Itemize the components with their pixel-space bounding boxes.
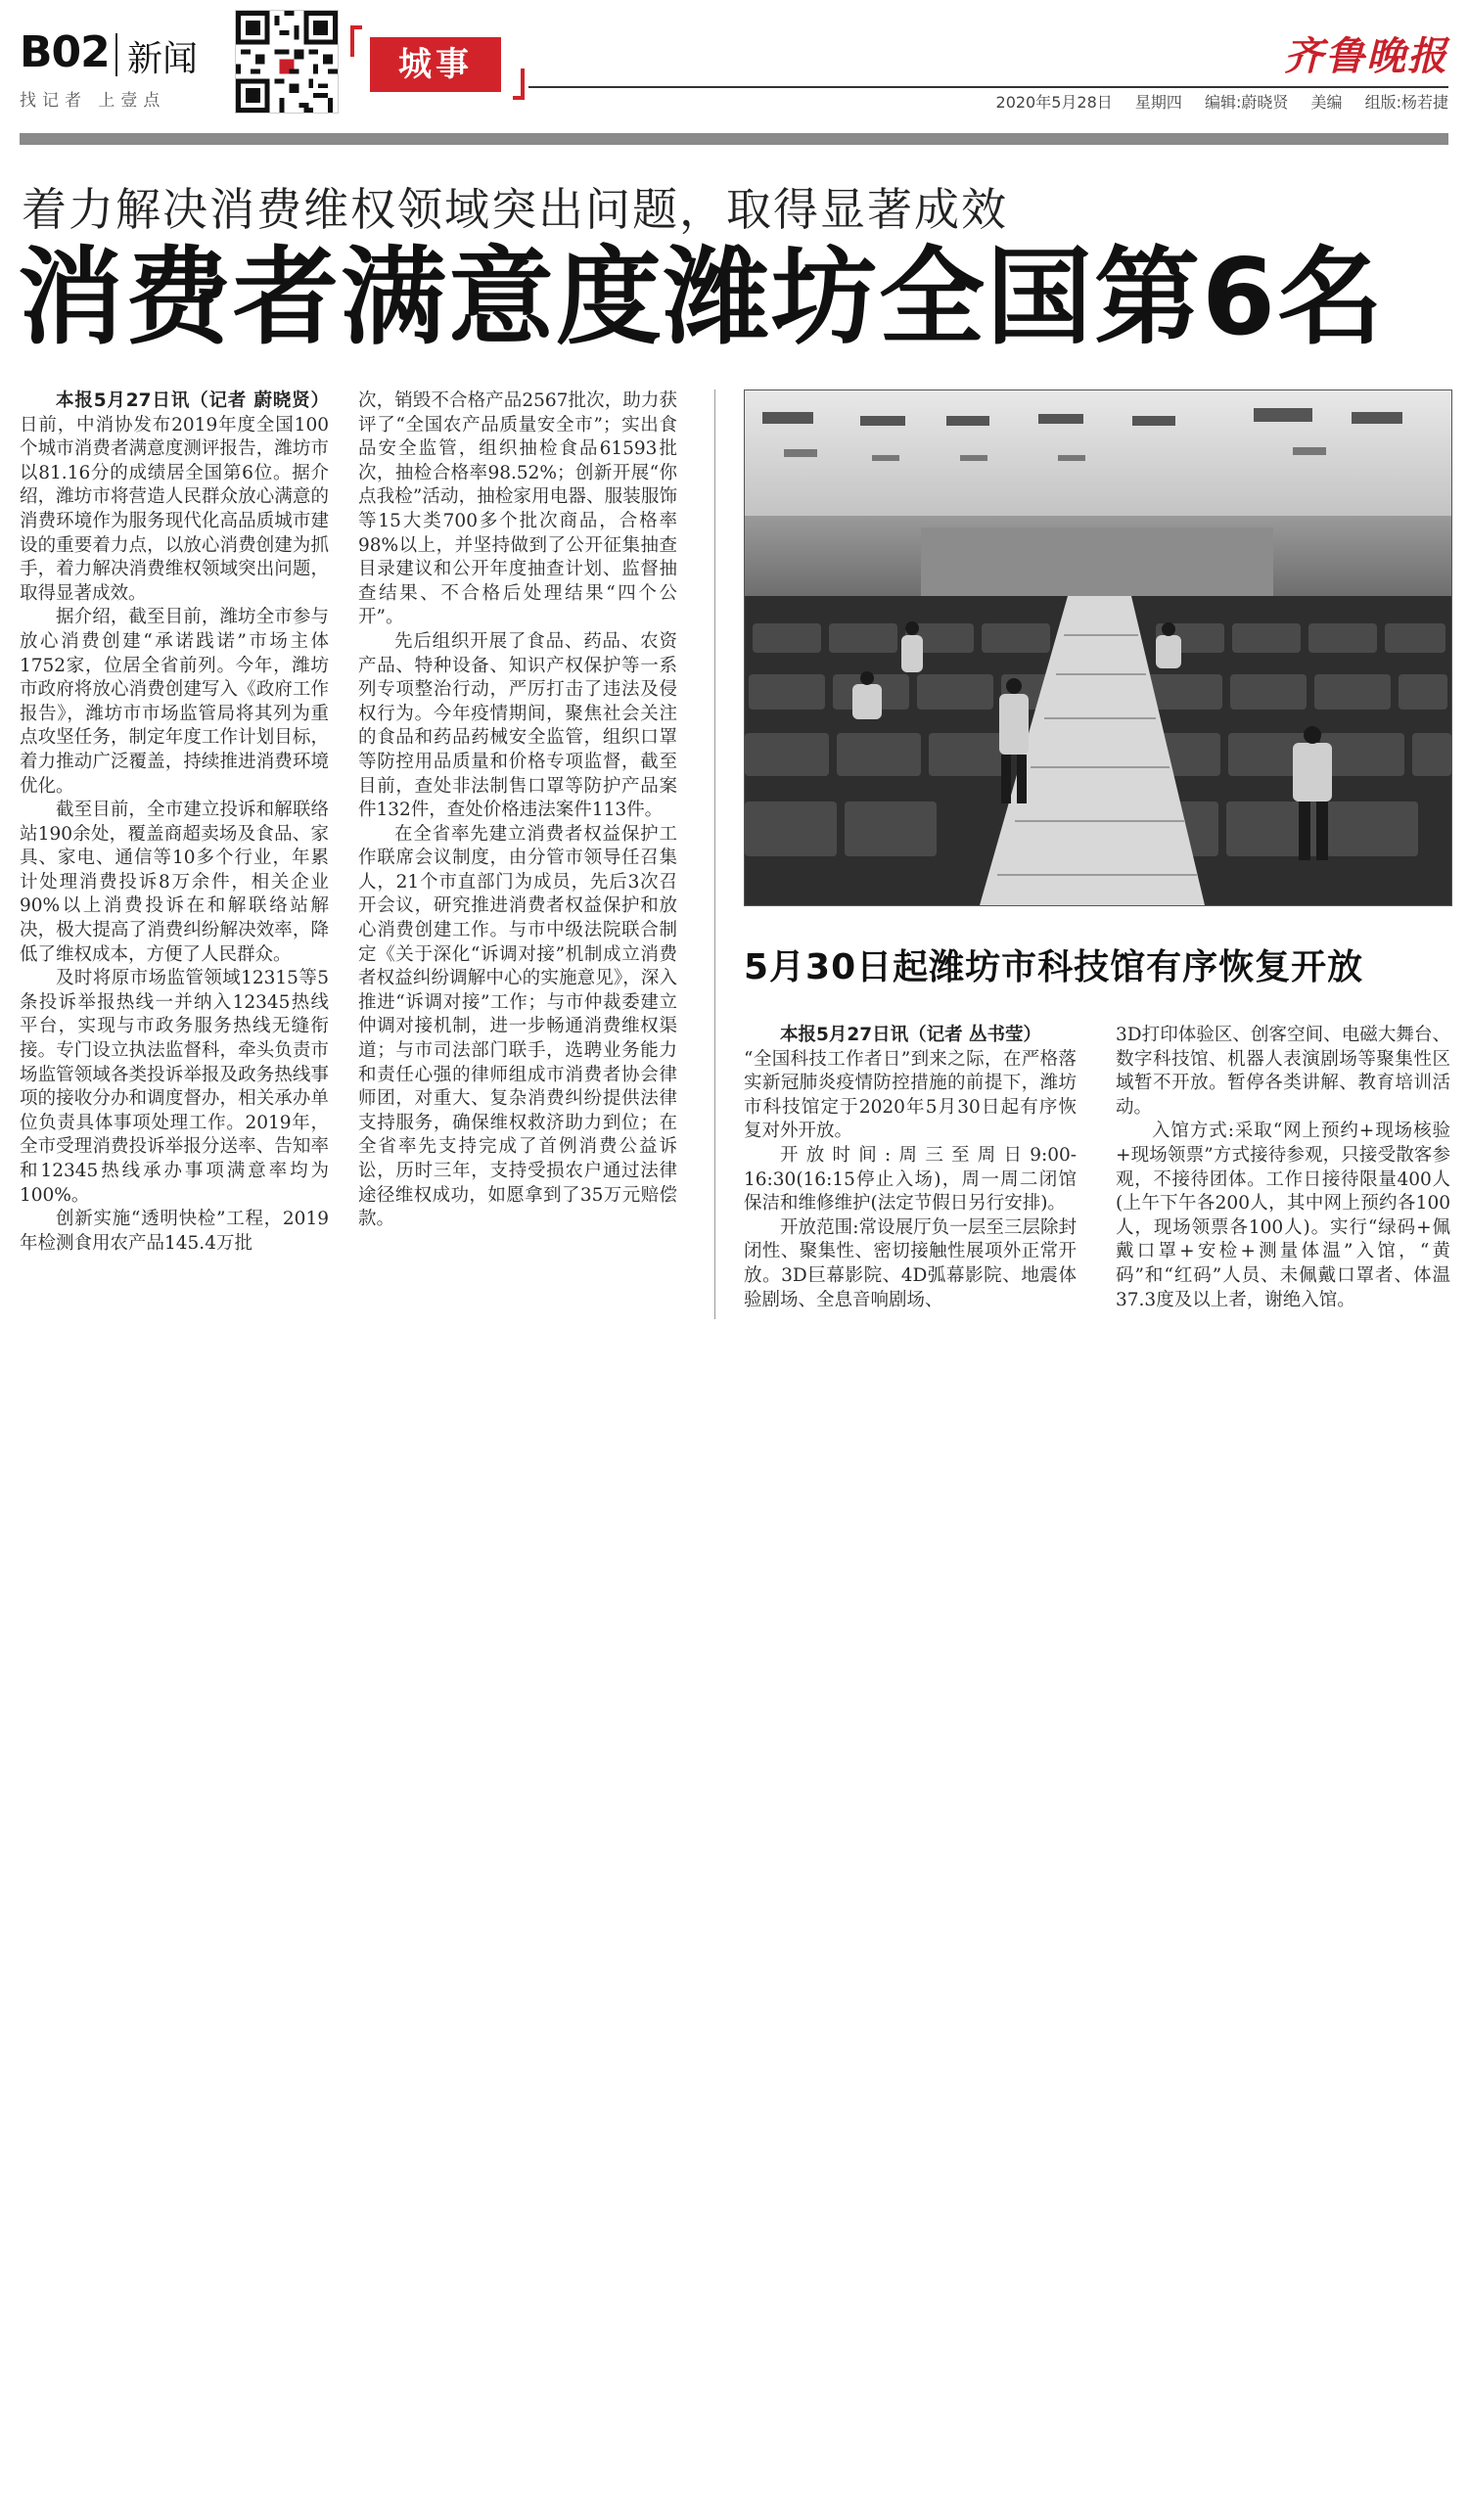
article1-column-2 <box>358 389 677 1232</box>
motto: 找记者 上壹点 <box>20 91 166 111</box>
issue-weekday: 星期四 <box>1134 93 1182 112</box>
article2-para-1 <box>744 1024 1077 1144</box>
masthead-rule <box>528 86 1448 88</box>
article2-para-3: 开放范围:常设展厅负一层至三层除封闭性、聚集性、密切接触性展项外正常开放。3D巨幕影院、4D弧幕影院、地震体验剧场、全息音响剧场、 <box>744 1216 1077 1310</box>
section-tag-label: 城事 <box>370 37 501 92</box>
qr-code-icon[interactable] <box>235 10 339 114</box>
article2-para-2: 开放时间:周三至周日9:00-16:30(16:15停止入场)，周一周二闭馆保洁和维修维护(法定节假日另行安排)。 <box>744 1144 1077 1214</box>
issue-art-editor: 美编 <box>1310 93 1343 112</box>
article1-byline: 本报5月27日讯（记者 蔚晓贤） <box>56 390 329 411</box>
article1-para-8: 在全省率先建立消费者权益保护工作联席会议制度，由分管市领导任召集人，21个市直部门为成员，先后3次召开会议，研究推进消费者权益保护和放心消费创建工作。与市中级法院联合制定《关于深化“诉调对接”机制成立消费者权益纠纷调解中心的实施意见》，深入推进“诉调对接”工作；与市仲裁委建立仲调对接机制，进一步畅通消费维权渠道；与市司法部门联手，选聘业务能力和责任心强的律师组成市消费者协会律师团，对重大、复杂消费纠纷提供法律支持服务，确保维权救济助力到位；在全省率先支持完成了首例消费公益诉讼，历时三年，支持受损农户通过法律途径维权成功，如愿拿到了35万元赔偿款。 <box>358 823 677 1230</box>
news-photo <box>744 389 1452 906</box>
issue-meta <box>979 90 1448 113</box>
column-divider <box>714 389 715 1319</box>
article1-kicker: 着力解决消费维权领域突出问题，取得显著成效 <box>22 183 1008 236</box>
article1-para-6: 次，销毁不合格产品2567批次，助力获评了“全国农产品质量安全市”；实出食品安全监管，组织抽检食品61593批次，抽检合格率98.52%；创新开展“你点我检”活动，抽检家用电器、服装服饰等15大类700多个批次商品，合格率98%以上，并坚持做到了公开征集抽查目录建议和公开年度抽查计划、监督抽查结果、不合格后处理结果“四个公开”。 <box>358 390 677 628</box>
issue-date: 2020年5月28日 <box>995 93 1113 112</box>
newspaper-logo: 齐鲁晚报 <box>1284 33 1448 79</box>
issue-layout: 组版:杨若捷 <box>1364 93 1448 112</box>
article1-para-5: 创新实施“透明快检”工程，2019年检测食用农产品145.4万批 <box>20 1209 329 1254</box>
article2-headline: 5月30日起潍坊市科技馆有序恢复开放 <box>744 947 1364 987</box>
article1-headline: 消费者满意度潍坊全国第6名 <box>18 237 1386 359</box>
masthead-bar <box>20 133 1448 145</box>
section-tag <box>344 18 530 108</box>
article1-para-4: 及时将原市场监管领域12315等5条投诉举报热线一并纳入12345热线平台，实现与市政务服务热线无缝衔接。专门设立执法监督科，牵头负责市场监管领域各类投诉举报及政务热线事项的接收分办和调度督办，相关承办单位负责具体事项处理工作。2019年，全市受理消费投诉举报分送率、告知率和12345热线承办事项满意率均为100%。 <box>20 968 329 1206</box>
article1-para-2: 据介绍，截至目前，潍坊全市参与放心消费创建“承诺践诺”市场主体1752家，位居全省前列。今年，潍坊市政府将放心消费创建写入《政府工作报告》，潍坊市市场监管局将其列为重点攻坚任务，制定年度工作计划目标，着力推动广泛覆盖，持续推进消费环境优化。 <box>20 607 329 797</box>
article2-column-1 <box>744 1024 1077 1312</box>
article1-para-3: 截至目前，全市建立投诉和解联络站190余处，覆盖商超卖场及食品、家具、家电、通信等10多个行业，年累计处理消费投诉8万余件，相关企业90%以上消费投诉在和解联络站解决，极大提高了消费纠纷解决效率，降低了维权成本，方便了人民群众。 <box>20 800 329 965</box>
article2-byline: 本报5月27日讯（记者 丛书莹） <box>780 1025 1042 1045</box>
article1-column-1 <box>20 389 329 1256</box>
article2-para-1-text: “全国科技工作者日”到来之际，在严格落实新冠肺炎疫情防控措施的前提下，潍坊市科技馆定于2020年5月30日起有序恢复对外开放。 <box>744 1048 1077 1142</box>
article1-para-7: 先后组织开展了食品、药品、农资产品、特种设备、知识产权保护等一系列专项整治行动，严厉打击了违法及侵权行为。今年疫情期间，聚焦社会关注的食品和药品药械安全监管，组织口罩等防控用品质量和价格专项监督，截至目前，查处非法制售口罩等防护产品案件132件，查处价格违法案件113件。 <box>358 630 677 821</box>
issue-editor: 编辑:蔚晓贤 <box>1204 93 1289 112</box>
article2-para-4: 3D打印体验区、创客空间、电磁大舞台、数字科技馆、机器人表演剧场等聚集性区域暂不开放。暂停各类讲解、教育培训活动。 <box>1116 1025 1450 1118</box>
masthead-divider <box>115 33 117 76</box>
article1-para-1 <box>20 389 329 606</box>
article2-para-5: 入馆方式:采取“网上预约+现场核验+现场领票”方式接待参观，只接受散客参观，不接待团体。工作日接待限量400人(上午下午各200人，其中网上预约各100人，现场领票各100人)。实行“绿码+佩戴口罩+安检+测量体温”入馆，“黄码”和“红码”人员、未佩戴口罩者、体温37.3度及以上者，谢绝入馆。 <box>1116 1121 1450 1310</box>
page-number: B02 <box>20 27 110 77</box>
article2-column-2 <box>1116 1024 1450 1312</box>
article1-para-1-text: 日前，中消协发布2019年度全国100个城市消费者满意度测评报告，潍坊市以81.16分的成绩居全国第6位。据介绍，潍坊市将营造人民群众放心满意的消费环境作为服务现代化高品质城市建设的重要着力点，以放心消费创建为抓手，着力解决消费维权领域突出问题，取得显著成效。 <box>20 414 329 604</box>
section-name: 新闻 <box>127 39 199 79</box>
masthead <box>0 0 1468 147</box>
